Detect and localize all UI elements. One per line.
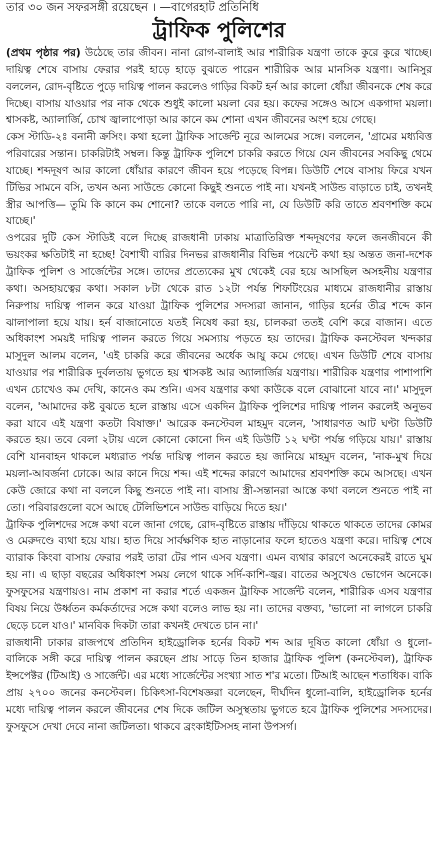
article-paragraph-2: কেস স্টাডি-২ঃ বনানী ক্রসিং। কথা হলো ট্রাফিক সার্জেন্ট নূরে আলমের সঙ্গে। বললেন, 'গ্রামের মধ্যবিত্ত পরিবারের সন্তান। চাকরিটাই সম্বল। কিন্তু ট্রাফিক পুলিশে চাকরি করতে গিয়ে যেন জীবনের সবকিছু থেমে যাচ্ছে। শব্দদূষণ আর কালো ধোঁয়ার কারণে জীবন হয়ে পড়েছে বিপন্ন। ডিউটি শেষে বাসায় ফিরে যখন টিভির সামনে বসি, তখন অন্য সাউন্ডে কোনো কিছুই শুনতে পাই না। যখনই সাউন্ড বাড়াতে চাই, তখনই স্ত্রীর আপত্তি— তুমি কি কানে কম শোনো? তাকে বলতে পারি না, যে ডিউটি করি তাতে শ্রবণশক্তি কমে যাচ্ছে।' [6,131,432,228]
previous-article-tail: তার ৩০ জন সফরসঙ্গী রয়েছেন । —বাগেরহাট প্রতিনিধি [6,0,259,14]
newspaper-clipping [6,0,432,736]
article-headline: ট্রাফিক পুলিশের [152,17,286,42]
article-paragraph-4: ট্রাফিক পুলিশদের সঙ্গে কথা বলে জানা গেছে, রোদ-বৃষ্টিতে রাস্তায় দাঁড়িয়ে থাকতে থাকতে তাদের কোমর ও মেরুদণ্ডে ব্যথা হয়ে যায়। হাত দিয়ে সার্বক্ষণিক হাত নাড়ানোর ফলে হাতেও যন্ত্রণা করে। দায়িত্ব শেষে ব্যারাক কিংবা বাসায় ফেরার পরই তারা টের পান এসব যন্ত্রণা। এমন ব্যথার কারণে অনেকেরই রাতে ঘুম হয় না। এ ছাড়া বছরের অধিকাংশ সময় লেগে থাকে সর্দি-কাশি-জ্বর। বাতের অসুখেও ভোগেন অনেকে। ফুসফুসের যন্ত্রণায়ও। নাম প্রকাশ না করার শর্তে একজন ট্রাফিক সার্জেন্ট বলেন, শারীরিক এসব যন্ত্রণার বিষয় নিয়ে উর্ধ্বতন কর্মকর্তাদের সঙ্গে কথা বলেও লাভ হয় না। তাদের বক্তব্য, 'ভালো না লাগলে চাকরি ছেড়ে চলে যাও।' মানবিক দিকটা তারা কখনই দেখতে চান না।' [6,518,432,632]
continuation-tag: (প্রথম পৃষ্ঠার পর) [6,47,81,59]
article-paragraph-5: রাজধানী ঢাকার রাজপথে প্রতিদিন হাইড্রোলিক হর্নের বিকট শব্দ আর দূষিত কালো ধোঁয়া ও ধুলো-বালিকে সঙ্গী করে দায়িত্ব পালন করছেন প্রায় সাড়ে তিন হাজার ট্রাফিক পুলিশ (কনস্টেবল), ট্রাফিক ইন্সপেক্টর (টিআই) ও সার্জেন্ট। এর মধ্যে সার্জেন্টের সংখ্যা সাত শ'র মতো। টিআই আছেন শতাধিক। বাকি প্রায় ২৭০০ জনের কনস্টেবল। চিকিৎসা-বিশেষজ্ঞরা বলেছেন, দীর্ঘদিন ধুলো-বালি, হাইড্রোলিক হর্নের মধ্যে দায়িত্ব পালন করলে জীবনের শেষ দিকে জটিল অসুস্থতায় ভুগতে হবে ট্রাফিক পুলিশের সদস্যদের। ফুসফুসে দেখা দেবে নানা জটিলতা। থাকবে ব্রংকাইটিসসহ নানা উপসর্গ। [6,636,432,733]
article-paragraph-3: ওপরের দুটি কেস স্টাডিই বলে দিচ্ছে রাজধানী ঢাকায় মাত্রাতিরিক্ত শব্দদূষণের ফলে জনজীবনে কী ভয়ংকর ক্ষতিটাই না হচ্ছে! বৈশাখী বারির দিনভর রাজধানীর বিভিন্ন পয়েন্টে কথা হয় অন্তত জনা-দশেক ট্রাফিক পুলিশ ও সার্জেন্টের সঙ্গে। তাদের প্রত্যেকের মুখ থেকেই বের হয়ে আসছিল অসহনীয় যন্ত্রণার কথা। অসহায়ত্বের কথা। সকাল ৮টা থেকে রাত ১২টা পর্যন্ত শিফটিংয়ের মাধ্যমে রাজধানীর রাস্তায় নিরুপায় দায়িত্ব পালন করে যাওয়া ট্রাফিক পুলিশের সদস্যরা জানান, গাড়ির হর্নের তীব্র শব্দে কান ঝালাপালা হয়ে যায়। হর্ন বাজানোতে যতই নিষেধ করা হয়, চালকরা ততই বেশি করে বাজান। এতে অধিকাংশ সময়ই দায়িত্ব পালন করতে গিয়ে সমস্যায় পড়তে হয় তাদের। ট্রাফিক কনস্টেবল খন্দকার মাসুদুল আলম বলেন, 'এই চাকরি করে জীবনের অর্ধেক আয়ু কমে গেছে। এখন ডিউটি শেষে বাসায় যাওয়ার পর শারীরিক দুর্বলতায় ভুগতে হয় শ্বাসকষ্ট আর অ্যালার্জির যন্ত্রণায়। শারীরিক যন্ত্রণার পাশাপাশি এখন চোখেও কম দেখি, কানেও কম শুনি। এসব যন্ত্রণার কথা কাউকে বলে বোঝানো যাবে না।' মাসুদুল বলেন, 'আমাদের কষ্ট বুঝতে হলে রাস্তায় এসে একদিন ট্রাফিক পুলিশের দায়িত্ব পালন করলেই অনুভব করা যাবে এই যন্ত্রণা কতটা বিষাক্ত।' আরেক কনস্টেবল মাহমুদ বলেন, 'সাধারণত আট ঘণ্টা ডিউটি করতে হয়। তবে বেলা ২টায় এলে কোনো কোনো দিন এই ডিউটি ১২ ঘণ্টা পর্যন্ত গড়িয়ে যায়।' রাস্তায় বেশি যানবাহন থাকলে মধ্যরাত পর্যন্ত দায়িত্ব পালন করতে হয় জানিয়ে মাহমুদ বলেন, 'নাক-মুখ দিয়ে ময়লা-আবর্জনা ঢোকে। আর কানে দিয়ে শব্দ। এই শব্দের কারণে আমাদের শ্রবণশক্তি কমে আসছে। এখন কেউ জোরে কথা না বললে কিছু শুনতে পাই না। বাসায় স্ত্রী-সন্তানরা আস্তে কথা বললে শুনতে পাই না তো। পরিবারগুলো বসে আছে টেলিভিশনে সাউন্ড বাড়িয়ে দিতে হয়।' [6,232,432,514]
article-paragraph-1 [6,45,432,129]
paragraph-text: উঠেছে তার জীবন। নানা রোগ-বালাই আর শারীরিক যন্ত্রণা তাকে কুরে কুরে খাচ্ছে। দায়িত্ব শেষে বাসায় ফেরার পরই হাড়ে হাড়ে বুঝতে পারেন শারীরিক আর মানসিক যন্ত্রণা। আনিসুর বললেন, রোদ-বৃষ্টিতে পুড়ে দায়িত্ব পালন করলেও গাড়ির বিকট হর্ন আর কালো ধোঁয়া জীবনকে শেষ করে দিচ্ছে। বাসায় যাওয়ার পর নাক থেকে শুধুই কালো ময়লা বের হয়। কফের সঙ্গেও আসে একগাদা ময়লা। শ্বাসকষ্ট, অ্যালার্জি, চোখ জ্বালাপোড়া আর কানে কম শোনা এখন জীবনের অংশ হয়ে গেছে। [6,47,432,127]
